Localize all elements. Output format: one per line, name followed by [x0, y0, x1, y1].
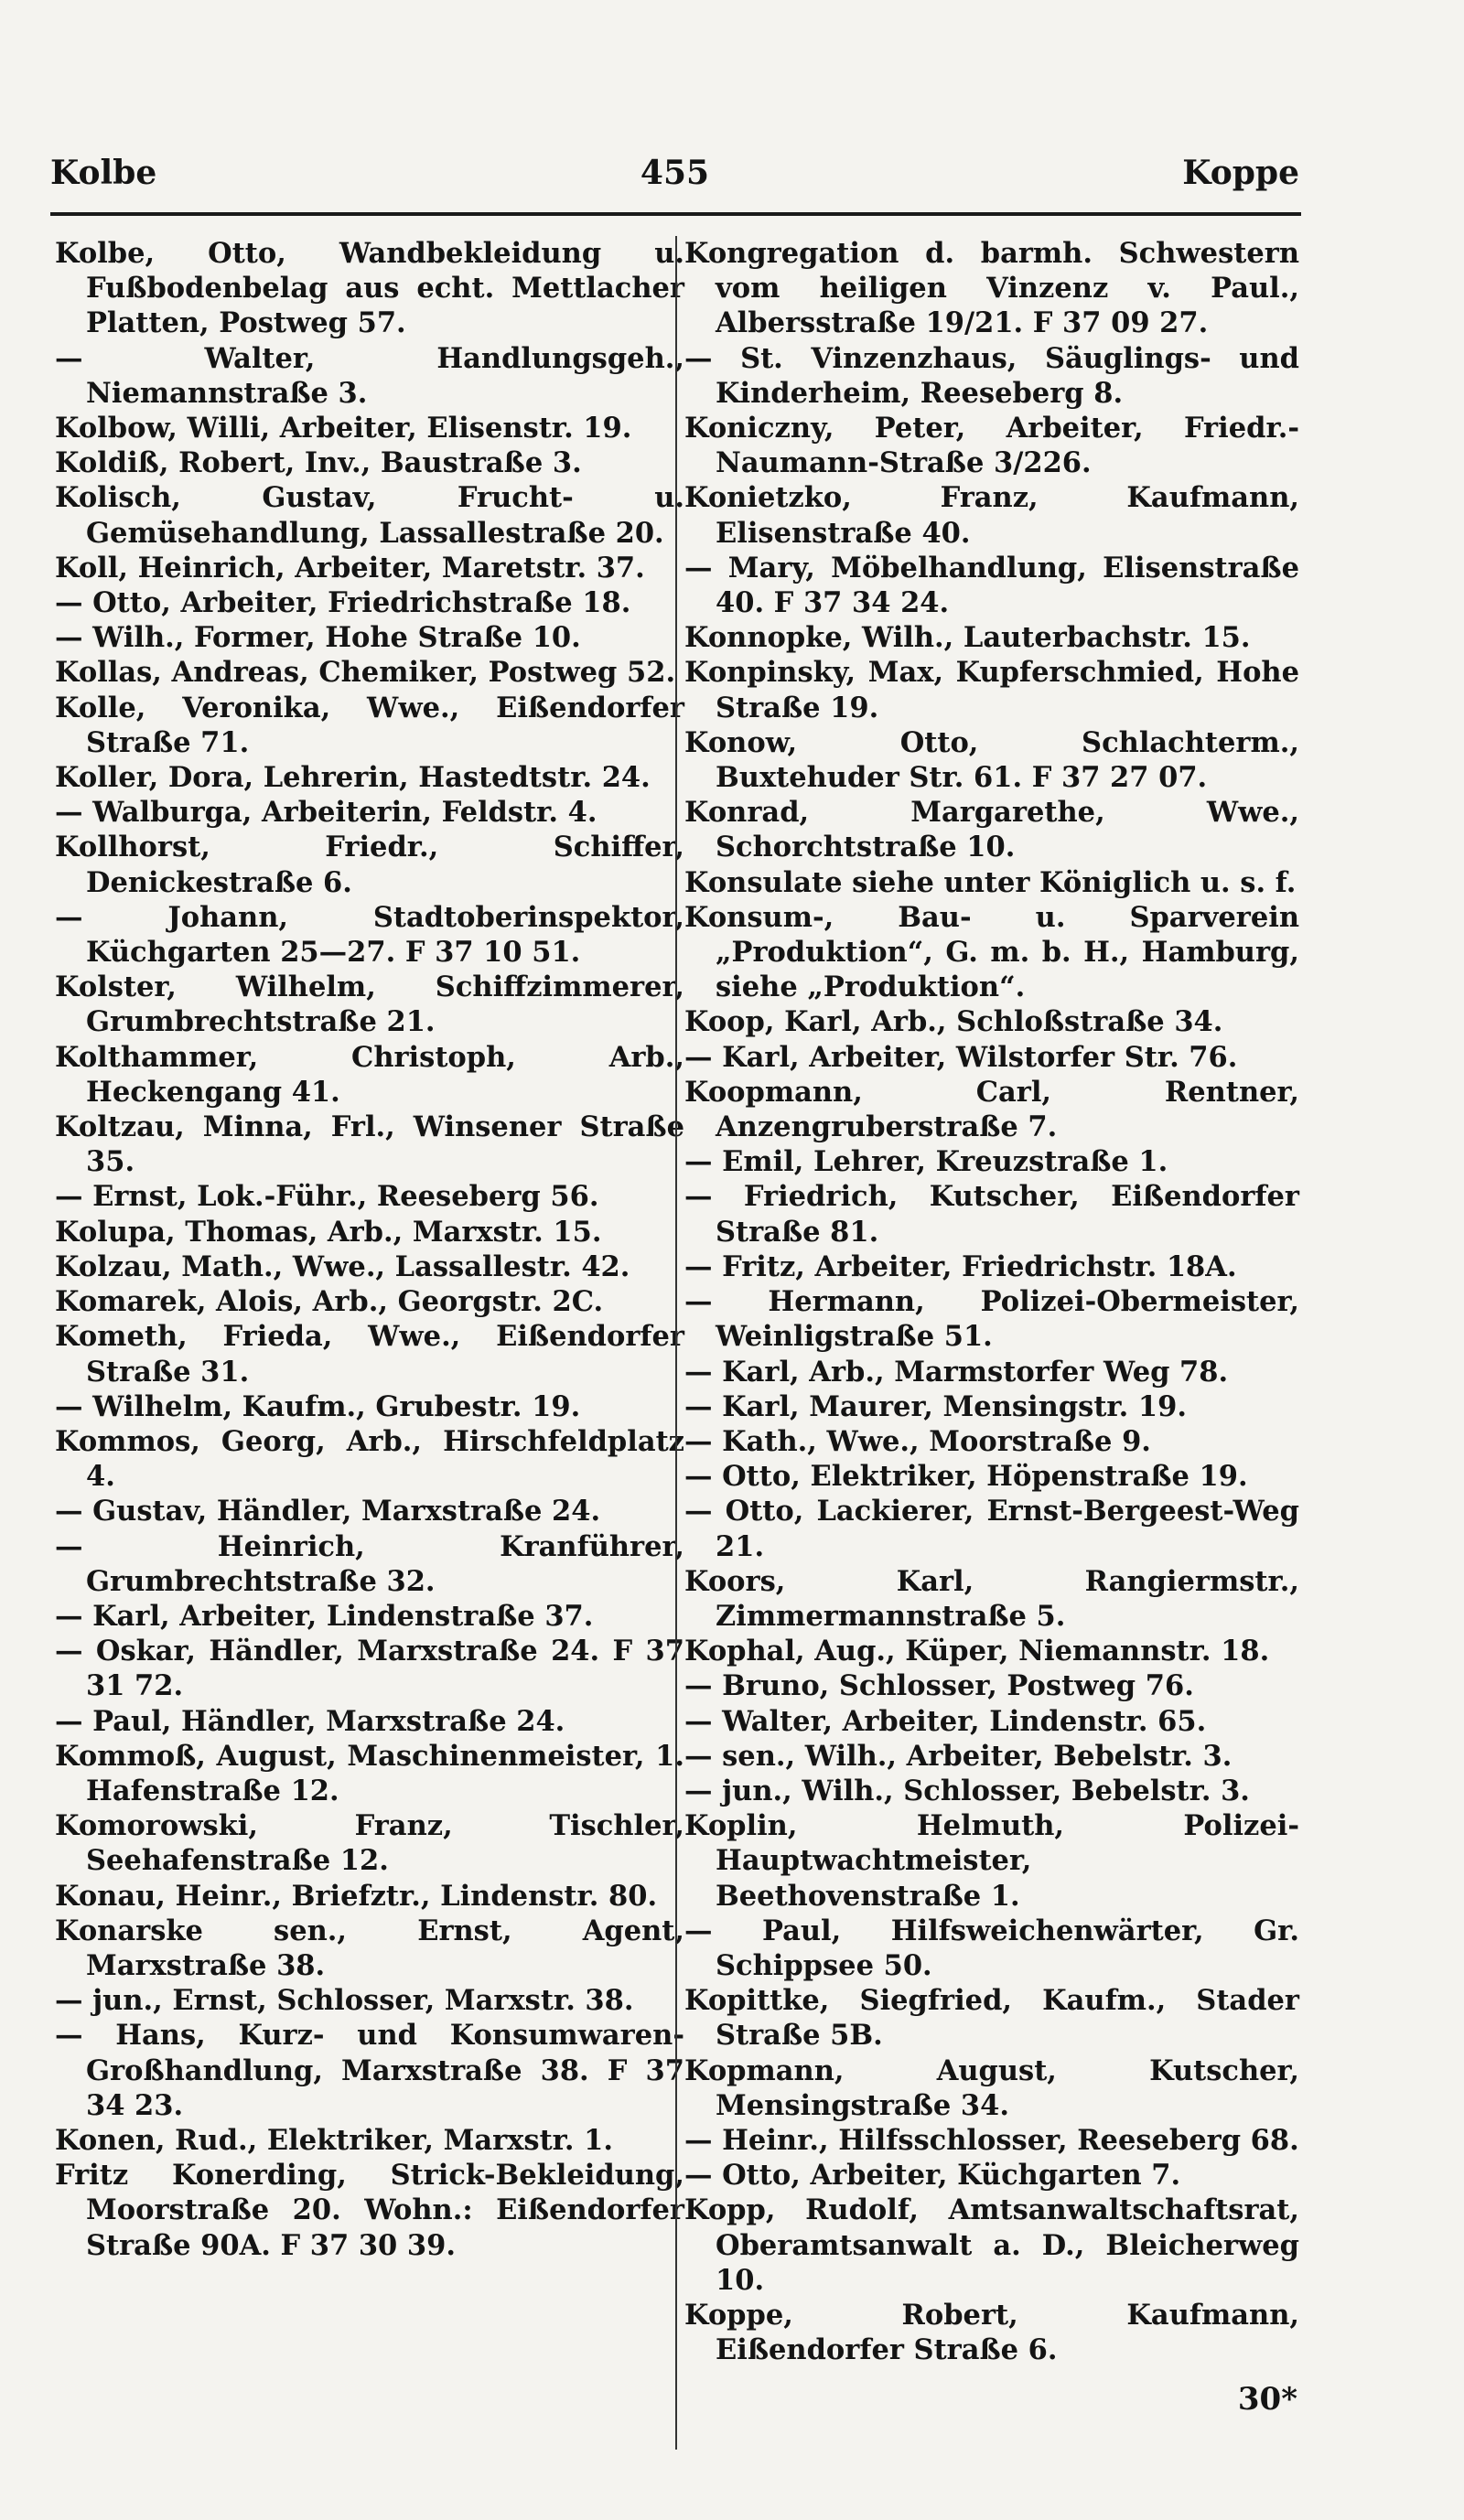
directory-entry: — Wilhelm, Kaufm., Grubestr. 19.: [55, 1389, 581, 1423]
directory-entry: — Walter, Arbeiter, Lindenstr. 65.: [684, 1704, 1207, 1738]
directory-entry: Koplin, Helmuth, Polizei-Hauptwachtmeister, Beethovenstraße 1.: [684, 1809, 1299, 1913]
directory-entry: Konen, Rud., Elektriker, Marxstr. 1.: [55, 2123, 613, 2157]
directory-entry: — Hermann, Polizei-Obermeister, Weinligstraße 51.: [684, 1285, 1299, 1354]
directory-entry: Kolisch, Gustav, Frucht- u. Gemüsehandlung, Lassallestraße 20.: [55, 481, 684, 550]
directory-entry: Koppe, Robert, Kaufmann, Eißendorfer Straße 6.: [684, 2298, 1299, 2367]
left-column: [55, 236, 684, 2263]
directory-entry: Komorowski, Franz, Tischler, Seehafenstraße 12.: [55, 1809, 684, 1878]
directory-entry: Koop, Karl, Arb., Schloßstraße 34.: [684, 1005, 1223, 1039]
directory-entry: — Bruno, Schlosser, Postweg 76.: [684, 1669, 1194, 1703]
directory-entry: Konau, Heinr., Briefztr., Lindenstr. 80.: [55, 1879, 658, 1913]
directory-entry: Koldiß, Robert, Inv., Baustraße 3.: [55, 446, 582, 480]
directory-entry: — Mary, Möbelhandlung, Elisenstraße 40. F 37 34 24.: [684, 551, 1299, 620]
directory-entry: Kolbow, Willi, Arbeiter, Elisenstr. 19.: [55, 412, 632, 445]
directory-entry: Koll, Heinrich, Arbeiter, Maretstr. 37.: [55, 551, 645, 584]
directory-entry: Kolupa, Thomas, Arb., Marxstr. 15.: [55, 1215, 602, 1249]
directory-entry: Kophal, Aug., Küper, Niemannstr. 18.: [684, 1635, 1270, 1668]
directory-entry: — Walter, Handlungsgeh., Niemannstraße 3.: [55, 341, 684, 410]
directory-entry: — Heinr., Hilfsschlosser, Reeseberg 68.: [684, 2123, 1299, 2157]
directory-entry: Komarek, Alois, Arb., Georgstr. 2C.: [55, 1285, 604, 1319]
header-right-keyword: Koppe: [1182, 154, 1299, 192]
directory-entry: — Otto, Lackierer, Ernst-Bergeest-Weg 21.: [684, 1495, 1299, 1563]
directory-entry: — Karl, Arb., Marmstorfer Weg 78.: [684, 1355, 1229, 1389]
directory-entry: — St. Vinzenzhaus, Säuglings- und Kinderheim, Reeseberg 8.: [684, 341, 1299, 410]
directory-entry: — Oskar, Händler, Marxstraße 24. F 37 31 72.: [55, 1635, 684, 1703]
directory-entry: — Ernst, Lok.-Führ., Reeseberg 56.: [55, 1180, 599, 1214]
directory-entry: — Otto, Arbeiter, Friedrichstraße 18.: [55, 586, 631, 620]
directory-entry: Fritz Konerding, Strick-Bekleidung, Moorstraße 20. Wohn.: Eißendorfer Straße 90A. F 37 30 39.: [55, 2159, 684, 2262]
directory-entry: Kopittke, Siegfried, Kaufm., Stader Straße 5B.: [684, 1984, 1299, 2053]
directory-entry: Kopp, Rudolf, Amtsanwaltschaftsrat, Oberamtsanwalt a. D., Bleicherweg 10.: [684, 2193, 1299, 2297]
directory-entry: Kommoß, August, Maschinenmeister, 1. Hafenstraße 12.: [55, 1739, 684, 1807]
directory-entry: Koors, Karl, Rangiermstr., Zimmermannstraße 5.: [684, 1564, 1299, 1633]
directory-entry: — Walburga, Arbeiterin, Feldstr. 4.: [55, 796, 597, 830]
directory-entry: Konsum-, Bau- u. Sparverein „Produktion“, G. m. b. H., Hamburg, siehe „Produktion“.: [684, 900, 1299, 1004]
directory-entry: — Karl, Maurer, Mensingstr. 19.: [684, 1389, 1187, 1423]
directory-entry: — jun., Ernst, Schlosser, Marxstr. 38.: [55, 1984, 634, 2018]
directory-entry: Koltzau, Minna, Frl., Winsener Straße 35.: [55, 1110, 684, 1179]
right-column: [684, 236, 1299, 2367]
directory-entry: — Karl, Arbeiter, Lindenstraße 37.: [55, 1599, 594, 1633]
directory-entry: Kolster, Wilhelm, Schiffzimmerer, Grumbrechtstraße 21.: [55, 970, 684, 1039]
directory-entry: — Otto, Arbeiter, Küchgarten 7.: [684, 2159, 1181, 2193]
directory-entry: Kolthammer, Christoph, Arb., Heckengang 41.: [55, 1040, 684, 1109]
directory-entry: — Karl, Arbeiter, Wilstorfer Str. 76.: [684, 1040, 1238, 1074]
directory-entry: — Heinrich, Kranführer, Grumbrechtstraße 32.: [55, 1529, 684, 1598]
directory-entry: — Paul, Händler, Marxstraße 24.: [55, 1704, 565, 1738]
directory-entry: Konarske sen., Ernst, Agent, Marxstraße 38.: [55, 1914, 684, 1982]
directory-entry: Konpinsky, Max, Kupferschmied, Hohe Straße 19.: [684, 656, 1299, 724]
header-rule: [50, 212, 1301, 216]
directory-entry: — Friedrich, Kutscher, Eißendorfer Straße 81.: [684, 1180, 1299, 1249]
directory-entry: Kolbe, Otto, Wandbekleidung u. Fußbodenbelag aus echt. Mettlacher Platten, Postweg 57.: [55, 237, 684, 340]
directory-entry: Kometh, Frieda, Wwe., Eißendorfer Straße 31.: [55, 1320, 684, 1389]
directory-entry: Koller, Dora, Lehrerin, Hastedtstr. 24.: [55, 761, 651, 795]
directory-entry: Kongregation d. barmh. Schwestern vom heiligen Vinzenz v. Paul., Albersstraße 19/21. F 37 09 27.: [684, 237, 1299, 340]
directory-entry: Konow, Otto, Schlachterm., Buxtehuder Str. 61. F 37 27 07.: [684, 725, 1299, 795]
directory-entry: — Paul, Hilfsweichenwärter, Gr. Schippsee 50.: [684, 1914, 1299, 1982]
page-header: [50, 154, 1299, 209]
directory-entry: — Hans, Kurz- und Konsumwaren-Großhandlung, Marxstraße 38. F 37 34 23.: [55, 2019, 684, 2122]
directory-entry: — Kath., Wwe., Moorstraße 9.: [684, 1424, 1151, 1458]
directory-entry: Kollas, Andreas, Chemiker, Postweg 52.: [55, 656, 676, 690]
directory-entry: Kolle, Veronika, Wwe., Eißendorfer Straße 71.: [55, 691, 684, 759]
directory-entry: — Otto, Elektriker, Höpenstraße 19.: [684, 1460, 1248, 1494]
directory-entry: Koopmann, Carl, Rentner, Anzengruberstraße 7.: [684, 1075, 1299, 1144]
directory-entry: — Wilh., Former, Hohe Straße 10.: [55, 621, 581, 655]
directory-entry: — Gustav, Händler, Marxstraße 24.: [55, 1495, 601, 1528]
directory-entry: Kolzau, Math., Wwe., Lassallestr. 42.: [55, 1249, 630, 1283]
directory-entry: Koniczny, Peter, Arbeiter, Friedr.-Naumann-Straße 3/226.: [684, 412, 1299, 480]
column-divider: [675, 236, 677, 2450]
directory-entry: Konietzko, Franz, Kaufmann, Elisenstraße 40.: [684, 481, 1299, 550]
directory-entry: — Emil, Lehrer, Kreuzstraße 1.: [684, 1145, 1168, 1179]
directory-entry: Konnopke, Wilh., Lauterbachstr. 15.: [684, 621, 1251, 655]
directory-entry: Konrad, Margarethe, Wwe., Schorchtstraße 10.: [684, 796, 1299, 864]
directory-entry: Kollhorst, Friedr., Schiffer, Denickestraße 6.: [55, 831, 684, 899]
page-number: 455: [640, 154, 710, 192]
directory-entry: — Fritz, Arbeiter, Friedrichstr. 18A.: [684, 1249, 1237, 1283]
directory-entry: — jun., Wilh., Schlosser, Bebelstr. 3.: [684, 1774, 1250, 1807]
directory-entry: Konsulate siehe unter Königlich u. s. f.: [684, 865, 1297, 899]
directory-entry: Kommos, Georg, Arb., Hirschfeldplatz 4.: [55, 1424, 684, 1494]
directory-entry: — Johann, Stadtoberinspektor, Küchgarten 25—27. F 37 10 51.: [55, 900, 684, 970]
directory-entry: Kopmann, August, Kutscher, Mensingstraße 34.: [684, 2054, 1299, 2122]
directory-entry: — sen., Wilh., Arbeiter, Bebelstr. 3.: [684, 1739, 1233, 1773]
sheet-signature: 30*: [1237, 2381, 1297, 2418]
header-left-keyword: Kolbe: [50, 154, 157, 192]
